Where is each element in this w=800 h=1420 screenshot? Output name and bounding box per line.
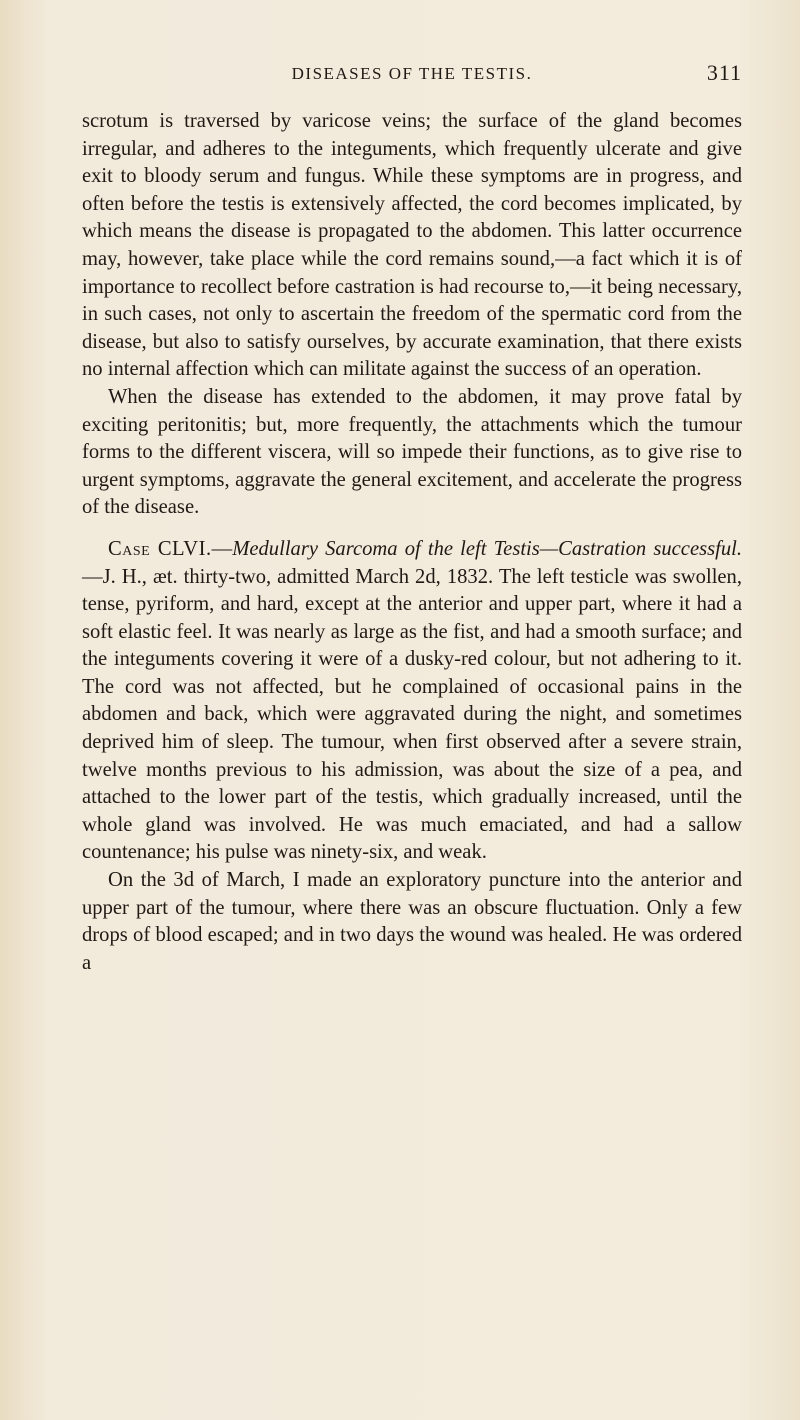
case-title: Medullary Sarcoma of the left Testis—Castration successful. [232,537,742,560]
running-title: DISEASES OF THE TESTIS. [291,64,533,83]
case-label: Case CLVI. [108,537,212,560]
page-number: 311 [706,60,742,85]
case-narrative: —J. H., æt. thirty-two, admitted March 2d, 1832. The left testicle was swollen, tense, pyriform, and hard, except at the anterior and upper part, where it had a soft elastic feel. It was nearly as large as the fist, and had a smooth surface; and the integuments covering it were of a dusky-red colour, but not adhering to it. The cord was not affected, but he complained of occasional pains in the abdomen and back, which were aggravated during the night, and sometimes deprived him of sleep. The tumour, when first observed after a severe strain, twelve months previous to his admission, was about the size of a pea, and attached to the lower part of the testis, which gradually increased, until the whole gland was involved. He was much emaciated, and had a sallow countenance; his pulse was ninety-six, and weak. [82,565,742,864]
running-head [82,60,742,90]
case-dash: — [211,537,233,560]
paragraph-case-report [82,536,742,867]
paragraph-exploratory-puncture: On the 3d of March, I made an exploratory puncture into the anterior and upper part of the tumour, where there was an obscure fluctuation. Only a few drops of blood escaped; and in two days the wound was healed. He was ordered a [82,869,742,974]
paragraph-peritonitis: When the disease has extended to the abdomen, it may prove fatal by exciting peritonitis; but, more frequently, the attachments which the tumour forms to the different viscera, will so impede their functions, as to give rise to urgent symptoms, aggravate the general excitement, and accelerate the progress of the disease. [82,385,742,519]
body-text [82,108,742,977]
paragraph-continuation: scrotum is traversed by varicose veins; the surface of the gland becomes irregular, and adheres to the integuments, which frequently ulcerate and give exit to bloody serum and fungus. While these symptoms are in progress, and often before the testis is extensively affected, the cord becomes implicated, by which means the disease is propagated to the abdomen. This latter occurrence may, however, take place while the cord remains sound,—a fact which it is of importance to recollect before castration is had recourse to,—it being necessary, in such cases, not only to ascertain the freedom of the spermatic cord from the disease, but also to satisfy ourselves, by accurate examination, that there exists no internal affection which can militate against the success of an operation. [82,110,742,381]
